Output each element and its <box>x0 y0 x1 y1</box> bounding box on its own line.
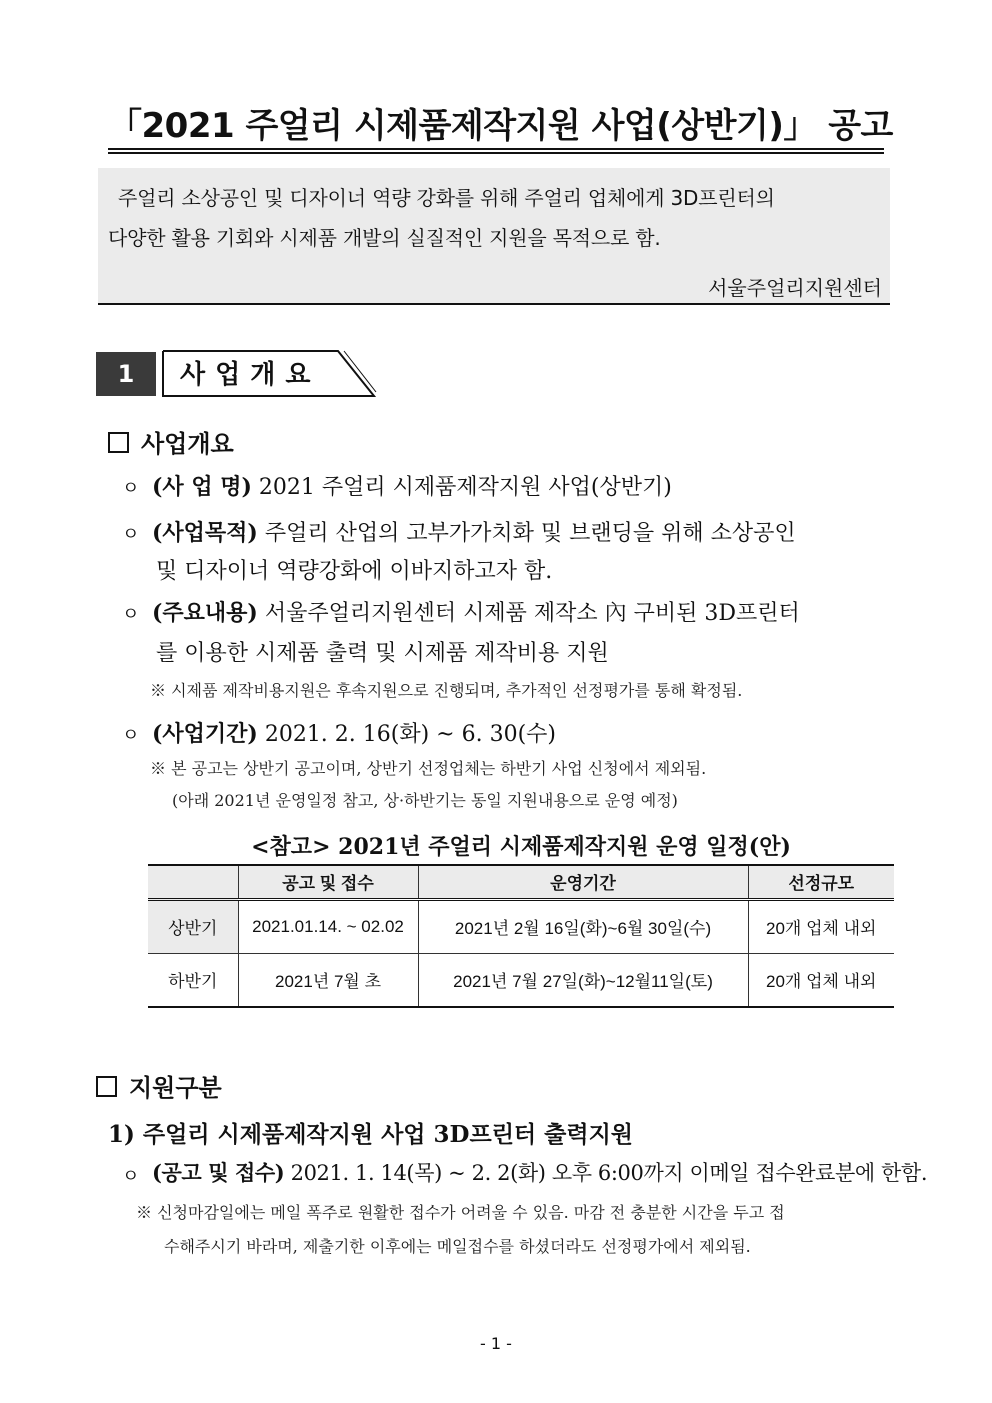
table-cell: 2021년 7월 초 <box>238 953 418 1007</box>
table-row <box>148 899 894 953</box>
support-subheading: 1) 주얼리 시제품제작지원 사업 3D프린터 출력지원 <box>108 1121 634 1148</box>
schedule-table <box>148 864 894 1008</box>
support-heading-label: 지원구분 <box>129 1073 222 1102</box>
title-rule-bottom <box>108 152 884 154</box>
table-cell: 상반기 <box>148 899 238 953</box>
item-business-period <box>152 717 556 748</box>
bullet-icon: ㅇ <box>122 524 140 545</box>
bullet-icon: ㅇ <box>122 1166 140 1187</box>
table-header-row <box>148 865 894 899</box>
checkbox-square-icon <box>96 1076 117 1097</box>
item-label: (사 업 명) <box>152 474 252 500</box>
overview-heading <box>108 424 234 459</box>
bullet-icon: ㅇ <box>122 725 140 746</box>
overview-heading-label: 사업개요 <box>141 429 234 458</box>
item-reception <box>152 1157 927 1187</box>
table-header-cell: 공고 및 접수 <box>238 865 418 899</box>
page-number: - 1 - <box>480 1334 512 1353</box>
item-note: (아래 2021년 운영일정 참고, 상·하반기는 동일 지원내용으로 운영 예정) <box>172 791 678 810</box>
table-header-cell <box>148 865 238 899</box>
item-label: (공고 및 접수) <box>152 1160 285 1185</box>
item-note: ※ 시제품 제작비용지원은 후속지원으로 진행되며, 추가적인 선정평가를 통해 확정됨. <box>150 681 743 700</box>
bullet-icon: ㅇ <box>122 604 140 625</box>
item-text: 2021 주얼리 시제품제작지원 사업(상반기) <box>251 475 672 500</box>
item-label: (사업목적) <box>152 520 258 546</box>
table-header-cell: 운영기간 <box>418 865 748 899</box>
table-cell: 2021.01.14. ~ 02.02 <box>238 899 418 953</box>
support-note: ※ 신청마감일에는 메일 폭주로 원활한 접수가 어려울 수 있음. 마감 전 충분한 시간을 두고 접 <box>136 1203 785 1222</box>
summary-line-2: 다양한 활용 기회와 시제품 개발의 실질적인 지원을 목적으로 함. <box>108 226 661 250</box>
section-title: 사업개요 <box>180 360 321 390</box>
table-cell: 20개 업체 내외 <box>748 899 894 953</box>
item-text: 2021. 2. 16(화) ~ 6. 30(수) <box>257 722 557 747</box>
item-label: (주요내용) <box>152 600 258 626</box>
item-text: 서울주얼리지원센터 시제품 제작소 內 구비된 3D프린터 <box>257 601 800 626</box>
table-cell: 하반기 <box>148 953 238 1007</box>
bullet-icon: ㅇ <box>122 478 140 499</box>
item-text: 주얼리 산업의 고부가가치화 및 브랜딩을 위해 소상공인 <box>257 521 796 546</box>
item-continuation: 및 디자이너 역량강화에 이바지하고자 함. <box>156 559 553 584</box>
table-cell: 20개 업체 내외 <box>748 953 894 1007</box>
table-row <box>148 953 894 1007</box>
summary-box <box>98 168 890 305</box>
item-business-name <box>152 470 672 501</box>
table-header-cell: 선정규모 <box>748 865 894 899</box>
item-text: 2021. 1. 14(목) ~ 2. 2(화) 오후 6:00까지 이메일 접수완료분에 한함. <box>284 1161 928 1185</box>
document-title: 「2021 주얼리 시제품제작지원 사업(상반기)」 공고 <box>108 106 893 146</box>
table-cell: 2021년 7월 27일(화)~12월11일(토) <box>418 953 748 1007</box>
support-note: 수해주시기 바라며, 제출기한 이후에는 메일접수를 하셨더라도 선정평가에서 제외됨. <box>164 1237 751 1256</box>
section-number: 1 <box>96 352 156 396</box>
table-cell: 2021년 2월 16일(화)~6월 30일(수) <box>418 899 748 953</box>
table-caption: <참고> 2021년 주얼리 시제품제작지원 운영 일정(안) <box>251 834 791 860</box>
support-heading <box>96 1068 222 1103</box>
item-main-content <box>152 596 800 627</box>
item-note: ※ 본 공고는 상반기 공고이며, 상반기 선정업체는 하반기 사업 신청에서 제외됨. <box>150 759 707 778</box>
item-label: (사업기간) <box>152 721 258 747</box>
checkbox-square-icon <box>108 432 129 453</box>
summary-organization: 서울주얼리지원센터 <box>708 276 882 300</box>
title-rule-top <box>108 148 884 150</box>
summary-line-1: 주얼리 소상공인 및 디자이너 역량 강화를 위해 주얼리 업체에게 3D프린터의 <box>118 186 775 210</box>
item-business-purpose <box>152 516 796 547</box>
item-continuation: 를 이용한 시제품 출력 및 시제품 제작비용 지원 <box>156 641 609 666</box>
